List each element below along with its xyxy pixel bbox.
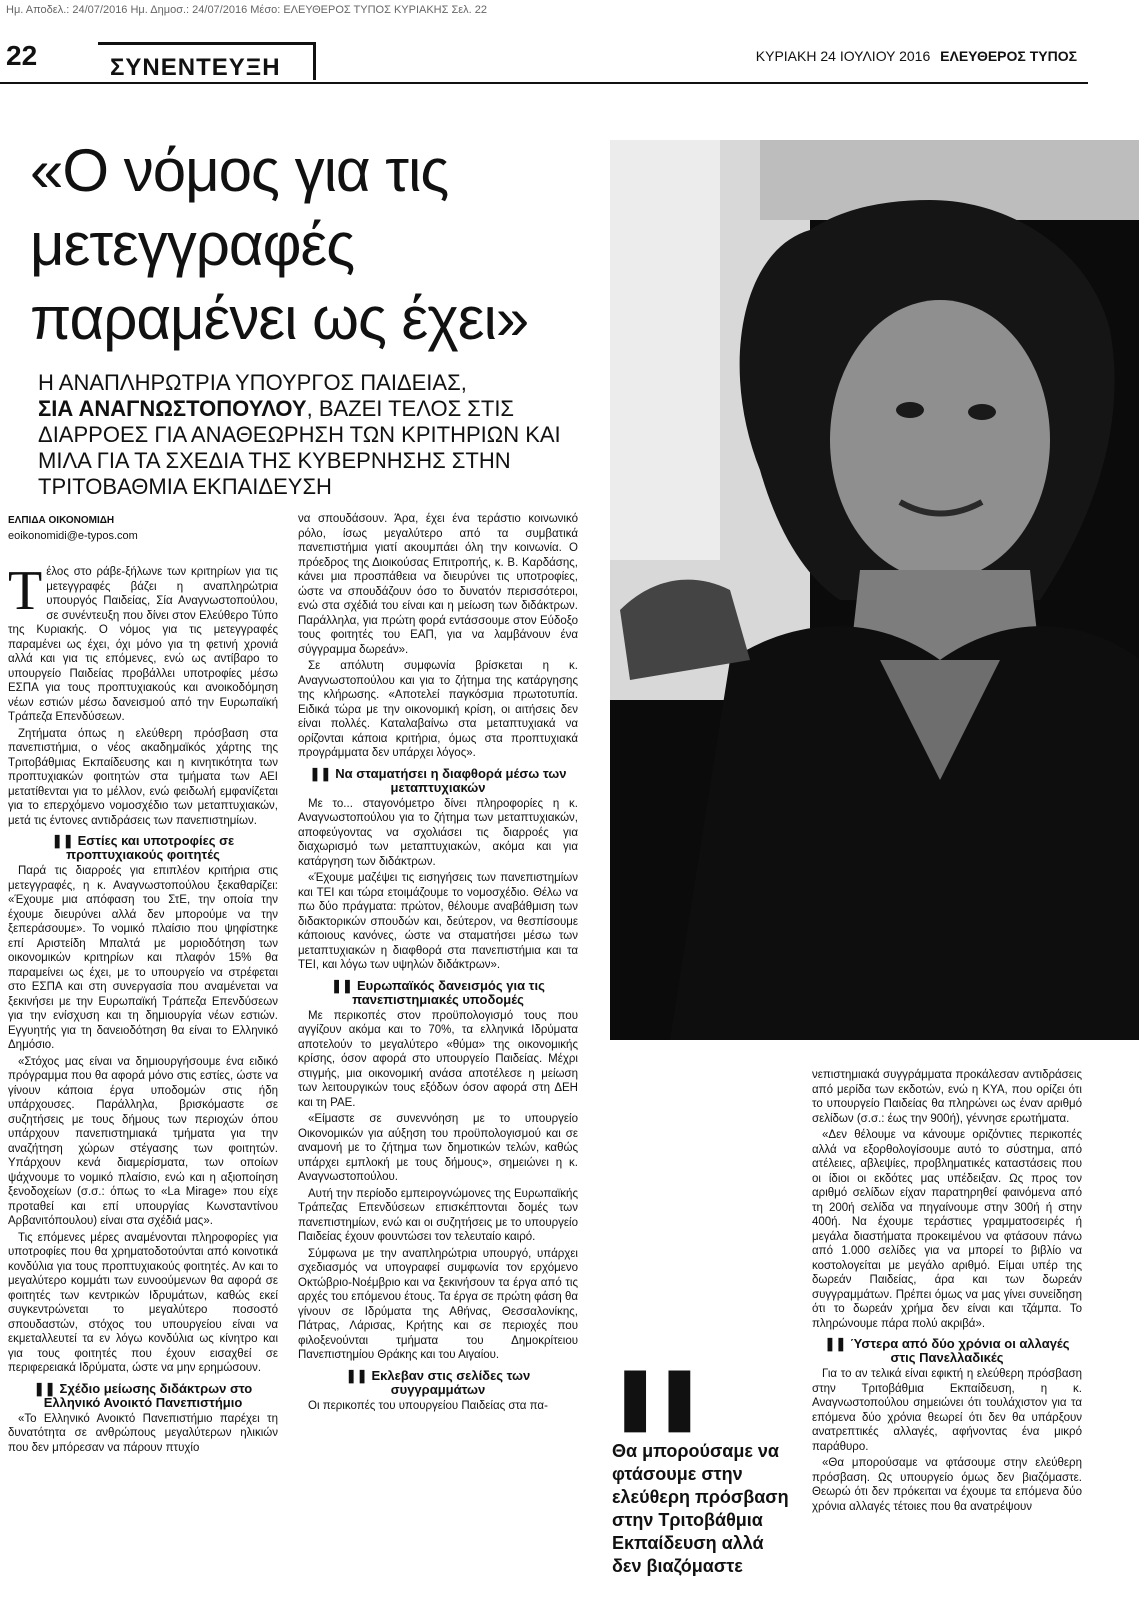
- quote-mark-icon: ❚❚: [51, 833, 74, 848]
- subheading: [8, 1382, 278, 1410]
- subhead-part-2: , ΒΑΖΕΙ ΤΕΛΟΣ ΣΤΙΣ ΔΙΑΡΡΟΕΣ ΓΙΑ ΑΝΑΘΕΩΡΗΣΗ ΤΩΝ ΚΡΙΤΗΡΙΩΝ ΚΑΙ ΜΙΛΑ ΓΙΑ ΤΑ ΣΧΕΔΙΑ ΤΗΣ ΚΥΒΕΡΝΗΣΗΣ ΣΤΗΝ ΤΡΙΤΟΒΑΘΜΙΑ ΕΚΠΑΙΔΕΥΣΗ: [38, 396, 561, 499]
- issue-date: ΚΥΡΙΑΚΗ 24 ΙΟΥΛΙΟΥ 2016: [755, 48, 931, 64]
- interviewee-photo: [610, 140, 1139, 1040]
- lead-paragraph: [8, 565, 278, 725]
- paragraph: «Στόχος μας είναι να δημιουργήσουμε ένα ειδικό πρόγραμμα που θα αφορά μόνο στις εστίες, ώστε να γίνουν κάποια έργα υποδομών στις ήδη υπάρχουσες. Παράλληλα, βρισκόμαστε σε συζητήσεις με τους δήμους των περιοχών όπου υπάρχουν πανεπιστημιακά τμήματα για την αναζήτηση χώρων στέγασης των φοιτητών. Υπάρχουν κενά διαμερίσματα, των οποίων ψάχνουμε το νομικό πλαίσιο, ενώ και η αξιοποίηση ξενοδοχείων (σ.σ.: όπως το «La Mirage» που είχε προταθεί και επί υπουργίας Κωνσταντίνου Αρβανιτόπουλου) είναι στα σχέδιά μας».: [8, 1055, 278, 1227]
- subheading: [8, 834, 278, 862]
- paragraph: Με περικοπές στον προϋπολογισμό τους που αγγίζουν ακόμα και το 70%, τα ελληνικά Ιδρύματα αποτελούν το μεγαλύτερο «θύμα» της οικονομικής κρίσης, όσον αφορά στο υπουργείο Παιδείας. Μέχρι στιγμής, μια οικονομική ανάσα αποτέλεσε η μείωση των λειτουργικών τους εξόδων όσον αφορά στη ΔΕΗ και τη ΡΑΕ.: [298, 1009, 578, 1109]
- subhead-part-1: Η ΑΝΑΠΛΗΡΩΤΡΙΑ ΥΠΟΥΡΓΟΣ ΠΑΙΔΕΙΑΣ,: [38, 370, 467, 395]
- lead-text: έλος στο ράβε-ξήλωνε των κριτηρίων για τις μετεγγραφές βάζει η αναπληρώτρια υπουργός Παιδείας, Σία Αναγνωστοπούλου, σε συνέντευξη που δίνει στον Ελεύθερο Τύπο της Κυριακής. Ο νόμος για τις μετεγγραφές παραμένει ως έχει, όχι μόνο για τη φετινή χρονιά αλλά και για τις επόμενες, ενώ ως αντίβαρο το υπουργείο Παιδείας προβάλλει υποτροφίες μέσω ΕΣΠΑ για τους προπτυχιακούς και ανοικοδόμηση νέων εστιών μέσω δανεισμού από την Ευρωπαϊκή Τράπεζα Επενδύσεων.: [8, 566, 278, 723]
- paragraph: «Δεν θέλουμε να κάνουμε οριζόντιες περικοπές αλλά να εξορθολογίσουμε αυτό το σύστημα, από ατέλειες, αβλεψίες, προβληματικές καταστάσεις που οι ίδιοι οι εκδότες μας υπέδειξαν. Ως προς τον αριθμό σελίδων είχαν παρατηρηθεί φαινόμενα από τη 200ή σελίδα να πηγαίνουμε στην 300ή ή στην 400ή. Να έχουμε τεράστιες γραμματοσειρές ή μεγάλα διαστήματα προκειμένου να φτάσουν πάνω από 1.000 σελίδες για να μπορεί το βιβλίο να κοστολογείται με μεγάλο αριθμό. Είμαι υπέρ της δωρεάν Παιδείας, άρα και των δωρεάν συγγραμμάτων. Πρέπει όμως να μας γίνει συνείδηση ότι το δωρεάν χρήμα δεν είναι και τζάμπα. Το πληρώνουμε πάρα πολύ ακριβά».: [812, 1129, 1082, 1330]
- quote-mark-icon: ❚❚: [331, 977, 353, 993]
- article-column-2: [298, 512, 578, 1600]
- subheading: [298, 767, 578, 795]
- paragraph: Τις επόμενες μέρες αναμένονται πληροφορίες για υποτροφίες που θα χρηματοδοτούνται από κοινοτικά κονδύλια για τους προπτυχιακούς φοιτητές. Αν και το μεγαλύτερο κομμάτι των ευνοούμενων θα αφορά σε φοιτητές των κεντρικών Ιδρυμάτων, καθώς εκεί συγκεντρώνεται το μεγαλύτερο ποσοστό σπουδαστών, στόχος του υπουργείου είναι να εκμεταλλευτεί τα εν λόγω κονδύλια ως κίνητρο και για τους φοιτητές που έχουν εισαχθεί σε περιφερειακά Ιδρύματα, ώστε να μην ερημώσουν.: [8, 1231, 278, 1374]
- paragraph: «Θα μπορούσαμε να φτάσουμε στην ελεύθερη πρόσβαση. Ως υπουργείο όμως δεν βιαζόμαστε. Θεωρώ ότι δεν πρόκειται να έχουμε τα επόμενα δύο χρόνια αλλαγές τέτοιες που θα ανατρέψουν: [812, 1457, 1082, 1513]
- subheading-text: Να σταματήσει η διαφθορά μέσω των μεταπτυχιακών: [335, 765, 567, 795]
- paragraph: Σύμφωνα με την αναπληρώτρια υπουργό, υπάρχει σχεδιασμός να υπογραφεί συμφωνία τον ερχόμενο Οκτώβριο-Νοέμβριο και να ξεκινήσουν τα έργα από τις αρχές του επόμενου έτους. Τα έργα σε πρώτη φάση θα γίνουν σε Ιδρύματα της Αθήνας, Θεσσαλονίκης, Πάτρας, Λάρισας, Κρήτης και σε περιοχές που φιλοξενούνται τμήματα του Δημοκρίτειου Πανεπιστημίου Θράκης και του Αιγαίου.: [298, 1247, 578, 1361]
- paragraph: Με το... σταγονόμετρο δίνει πληροφορίες η κ. Αναγνωστοπούλου για το ζήτημα των μεταπτυχιακών, αποφεύγοντας να σχολιάσει τις διαρροές για διαχωρισμό των μεταπτυχιακών, ακόμα και για κατάργηση των διδάκτρων.: [298, 797, 578, 868]
- paragraph: «Έχουμε μαζέψει τις εισηγήσεις των πανεπιστημίων και ΤΕΙ και τώρα ετοιμάζουμε το νομοσχέδιο. Θέλω να πω δύο πράγματα: πρώτον, θέλουμε αναβάθμιση των διδακτορικών σπουδών και, δεύτερον, να θεσπίσουμε κάποιους κανόνες, ώστε να σταματήσει μέσω των μεταπτυχιακών η διαφθορά στα πανεπιστήμια και τα ΤΕΙ, και λόγω των υψηλών διδάκτρων».: [298, 872, 578, 971]
- quote-mark-icon: ❚❚: [33, 1380, 56, 1396]
- subheading-text: Ύστερα από δύο χρόνια οι αλλαγές στις Πανελλαδικές: [850, 1336, 1070, 1365]
- headline: «Ο νόμος για τις μετεγγραφές παραμένει ως έχει»: [30, 137, 529, 352]
- pull-quote: Θα μπορούσαμε να φτάσουμε στην ελεύθερη πρόσβαση στην Τριτοβάθμια Εκπαίδευση αλλά δεν βιαζόμαστε: [612, 1441, 789, 1576]
- publication-name: ΕΛΕΥΘΕΡΟΣ ΤΥΠΟΣ: [940, 48, 1077, 64]
- author-email: eoikonomidi@e-typos.com: [8, 530, 138, 542]
- subheading-text: Εκλεβαν στις σελίδες των συγγραμμάτων: [371, 1367, 531, 1397]
- portrait-illustration: [610, 140, 1139, 1040]
- article-column-3: [812, 1068, 1082, 1600]
- subheading-text: Ευρωπαϊκός δανεισμός για τις πανεπιστημιακές υποδομές: [352, 977, 545, 1007]
- clipping-metadata: Ημ. Αποδελ.: 24/07/2016 Ημ. Δημοσ.: 24/07/2016 Μέσο: ΕΛΕΥΘΕΡΟΣ ΤΥΠΟΣ ΚΥΡΙΑΚΗΣ Σελ. 22: [6, 4, 488, 16]
- paragraph: Οι περικοπές του υπουργείου Παιδείας στα πα-: [308, 1399, 548, 1412]
- paragraph: Ζητήματα όπως η ελεύθερη πρόσβαση στα πανεπιστήμια, ο νέος ακαδημαϊκός χάρτης της Τριτοβάθμιας Εκπαίδευσης και η κινητικότητα των προπτυχιακών φοιτητών στα τμήματα των ΑΕΙ μετατίθενται για το μέλλον, ενώ φειδωλή εμφανίζεται για το επερχόμενο νομοσχέδιο των μεταπτυχιακών, μετά τις έντονες αντιδράσεις των πανεπιστημίων.: [8, 727, 278, 827]
- subheading: [298, 979, 578, 1007]
- interviewee-name: ΣΙΑ ΑΝΑΓΝΩΣΤΟΠΟΥΛΟΥ: [38, 396, 307, 421]
- paragraph: Σε απόλυτη συμφωνία βρίσκεται η κ. Αναγνωστοπούλου και για το ζήτημα της κατάργησης της κλήρωσης. «Αποτελεί παγκόσμια πρωτοτυπία. Ειδικά τώρα με την οικονομική κρίση, οι αιτήσεις δεν είναι πολλές. Καταλαβαίνω στα μεταπτυχιακά να ορίζονται κάποια κριτήρια, όμως στα προπτυχιακά προγράμματα δεν υπάρχει λόγος».: [298, 660, 578, 759]
- quote-mark-icon: ❚❚: [309, 765, 332, 781]
- paragraph: να σπουδάσουν. Άρα, έχει ένα τεράστιο κοινωνικό ρόλο, ίσως μεγαλύτερο από τα συμβατικά πανεπιστήμια γιατί ακουμπάει όλη την κοινωνία. Ο πρόεδρος της Διοικούσας Επιτροπής, κ. Β. Καρδάσης, κάνει μια προσπάθεια να διευρύνει τις υποτροφίες, ώστε να σπουδάζουν όσο το δυνατόν περισσότεροι, ενώ στα σχέδιά του είναι και η μείωση των διδάκτρων. Παράλληλα, για πρώτη φορά εντάσσουμε στον Εύδοξο τους φοιτητές του ΕΑΠ, για να λαμβάνουν ένα σύγγραμμα δωρεάν».: [298, 513, 578, 656]
- header-rule: [0, 82, 1088, 84]
- subheading-text: Εστίες και υποτροφίες σε προπτυχιακούς φοιτητές: [66, 833, 235, 862]
- subheading: [812, 1337, 1082, 1365]
- dateline: [756, 48, 1077, 64]
- subheadline: [38, 370, 598, 500]
- paragraph: Αυτή την περίοδο εμπειρογνώμονες της Ευρωπαϊκής Τράπεζας Επενδύσεων επισκέπτονται δομές των πανεπιστημίων, ενώ και οι συζητήσεις με το υπουργείο Παιδείας έχουν φουντώσει τον τελευταίο καιρό.: [298, 1187, 578, 1243]
- paragraph: νεπιστημιακά συγγράμματα προκάλεσαν αντιδράσεις από μερίδα των εκδοτών, ενώ η ΚΥΑ, που ορίζει ότι το υπουργείο Παιδείας θα πληρώνει ως έναν αριθμό σελίδων (σ.σ.: έως την 900ή), γέννησε ερωτήματα.: [812, 1069, 1082, 1125]
- drop-cap: Τ: [8, 565, 43, 622]
- subheading-text: Σχέδιο μείωσης διδάκτρων στο Ελληνικό Ανοικτό Πανεπιστήμιο: [43, 1380, 253, 1410]
- quote-mark-icon: ❚❚: [824, 1336, 847, 1351]
- quote-mark-icon: ❚❚: [345, 1367, 368, 1383]
- subheading: [298, 1369, 578, 1397]
- paragraph: Παρά τις διαρροές για επιπλέον κριτήρια στις μετεγγραφές, η κ. Αναγνωστοπούλου ξεκαθαρίζει: «Έχουμε μια απόφαση του ΣτΕ, την οποία την έχουμε διευρύνει αλλά δεν μπορούμε να την ξεπεράσουμε». Το νομικό πλαίσιο που ψηφίστηκε επί Αριστείδη Μπαλτά με μοριοδότηση των οικονομικών κριτηρίων και πλαφόν 15% θα παραμείνει ως έχει, με το υπουργείο να στρέφεται στο ΕΣΠΑ και στη συνεργασία που αναμένεται να ξεκινήσει με την Ευρωπαϊκή Τράπεζα Επενδύσεων για την ενίσχυση και τη δημιουργία νέων εστιών. Εγγυητής για τη δανειοδότηση θα είναι το Ελληνικό Δημόσιο.: [8, 865, 278, 1051]
- paragraph: «Είμαστε σε συνεννόηση με το υπουργείο Οικονομικών για αύξηση του προϋπολογισμού και σε αναμονή με το ζήτημα των δημοτικών τελών, καθώς υπάρχει εμπλοκή με τους δήμους», σημειώνει η κ. Αναγνωστοπούλου.: [298, 1113, 578, 1183]
- paragraph: «Το Ελληνικό Ανοικτό Πανεπιστήμιο παρέχει τη δυνατότητα σε ανθρώπους μεγαλύτερων ηλικιών που δεν μπόρεσαν να πάρουν πτυχίο: [8, 1412, 278, 1454]
- section-label: ΣΥΝΕΝΤΕΥΞΗ: [110, 54, 281, 81]
- byline: ΕΛΠΙΔΑ ΟΙΚΟΝΟΜΙΔΗ: [8, 515, 115, 526]
- paragraph: Για το αν τελικά είναι εφικτή η ελεύθερη πρόσβαση στην Τριτοβάθμια Εκπαίδευση, η κ. Αναγνωστοπούλου σημειώνει ότι τουλάχιστον για τα επόμενα δύο χρόνια θεωρεί ότι δεν θα υπάρξουν ανατρεπτικές αλλαγές, αφήνοντας ένα μικρό παράθυρο.: [812, 1368, 1082, 1453]
- article-column-1: [8, 565, 278, 1600]
- pull-quote-icon: ❚❚: [610, 1363, 699, 1430]
- page-number: 22: [6, 40, 38, 71]
